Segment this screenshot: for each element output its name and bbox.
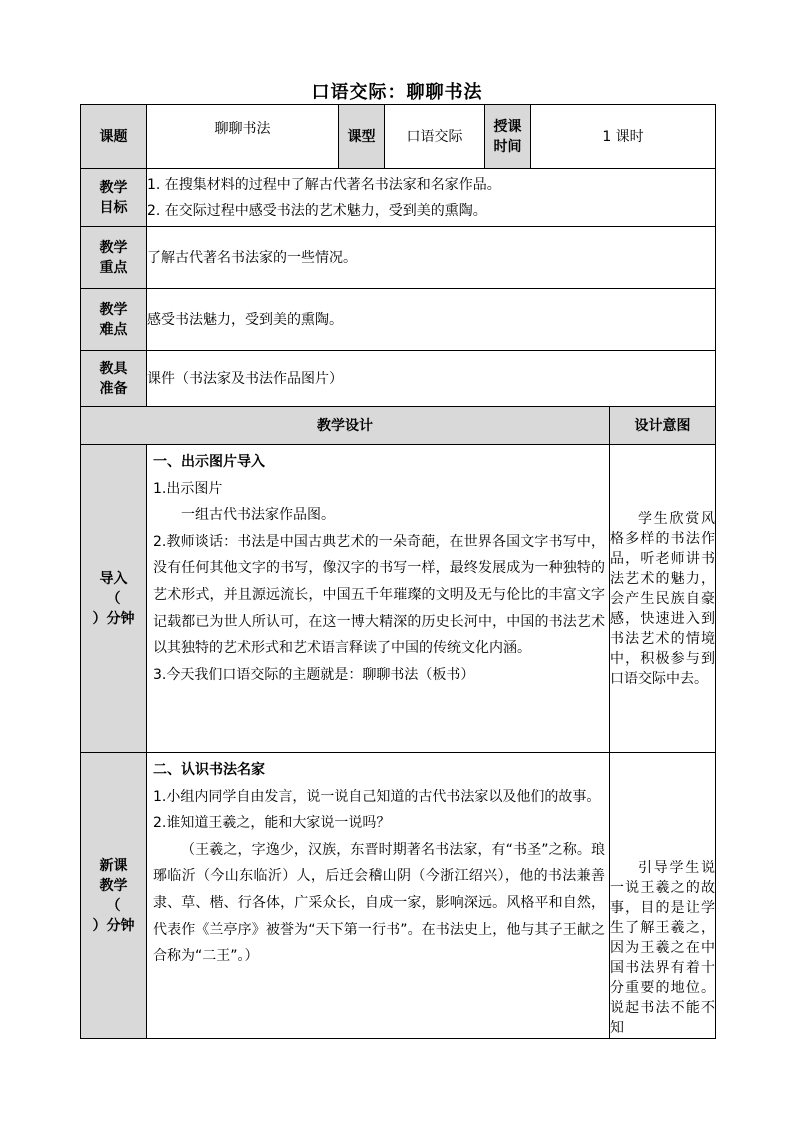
design-header-row bbox=[81, 407, 716, 445]
intro-stage-label bbox=[81, 445, 147, 753]
new-lesson-content bbox=[147, 753, 610, 1039]
intro-stage-line1: 导入 bbox=[99, 570, 128, 587]
new-lesson-line: 2.谁知道王羲之，能和大家说一说吗？ bbox=[153, 815, 391, 832]
materials-label-line2: 准备 bbox=[99, 380, 128, 397]
new-lesson-line: 1.小组内同学自由发言，说一说自己知道的古代书法家以及他们的故事。 bbox=[153, 788, 601, 805]
topic-label: 课题 bbox=[81, 105, 147, 169]
materials-row bbox=[81, 351, 716, 407]
intro-content bbox=[147, 445, 610, 753]
new-lesson-stage-line1: 新课 bbox=[99, 857, 128, 874]
new-lesson-stage-line4: ）分钟 bbox=[92, 917, 135, 934]
time-label bbox=[485, 105, 531, 169]
goals-row bbox=[81, 169, 716, 227]
new-lesson-line: （王羲之，字逸少，汉族，东晋时期著名书法家，有“书圣”之称。琅琊临沂（今山东临沂）人，后迁会稽山阴（今浙江绍兴），他的书法兼善隶、草、楷、行各体，广采众长，自成一家，影响深远。风格平和自然，代表作《兰亭序》被誉为“天下第一行书”。在书法史上，他与其子王献之合称为“二王”。） bbox=[153, 841, 605, 965]
goals-label bbox=[81, 169, 147, 227]
difficulties-label bbox=[81, 289, 147, 351]
design-header: 教学设计 bbox=[81, 407, 610, 445]
goals-value bbox=[147, 169, 716, 227]
difficulties-label-line1: 教学 bbox=[99, 301, 128, 318]
intro-line: 2.教师谈话：书法是中国古典艺术的一朵奇葩，在世界各国文字书写中，没有任何其他文字的书写，像汉字的书写一样，最终发展成为一种独特的艺术形式，并且源远流长，中国五千年璀璨的文明及无与伦比的丰富文字记载都已为世人所认可，在这一博大精深的历史长河中，中国的书法艺术以其独特的艺术形式和艺术语言释读了中国的传统文化内涵。 bbox=[153, 533, 605, 657]
type-value: 口语交际 bbox=[385, 105, 485, 169]
materials-label bbox=[81, 351, 147, 407]
time-value: 1 课时 bbox=[531, 105, 716, 169]
new-lesson-intent-text: 引导学生说一说王羲之的故事，目的是让学生了解王羲之，因为王羲之在中国书法界有着十分重要的地位。说起书法不能不知 bbox=[610, 860, 716, 1036]
lesson-plan-table bbox=[80, 104, 716, 1039]
intro-line: 3.今天我们口语交际的主题就是：聊聊书法（板书） bbox=[153, 666, 475, 683]
key-points-label bbox=[81, 227, 147, 289]
time-label-line2: 时间 bbox=[493, 138, 522, 155]
intro-intent bbox=[610, 445, 716, 753]
time-label-line1: 授课 bbox=[493, 118, 522, 135]
new-lesson-stage-line2: 教学 bbox=[99, 877, 128, 894]
key-points-row bbox=[81, 227, 716, 289]
new-lesson-heading: 二、认识书法名家 bbox=[153, 762, 265, 778]
intro-stage-line3: ）分钟 bbox=[92, 610, 135, 627]
new-lesson-section-row bbox=[81, 753, 716, 1039]
difficulties-label-line2: 难点 bbox=[99, 321, 128, 338]
type-label: 课型 bbox=[339, 105, 385, 169]
new-lesson-stage-label bbox=[81, 753, 147, 1039]
page-title: 口语交际：聊聊书法 bbox=[311, 82, 483, 103]
header-row bbox=[81, 105, 716, 169]
intro-line: 一组古代书法家作品图。 bbox=[181, 507, 335, 524]
intro-stage-line2: （ bbox=[106, 590, 121, 607]
materials-label-line1: 教具 bbox=[99, 360, 128, 377]
key-points-label-line1: 教学 bbox=[99, 239, 128, 256]
materials-value: 课件（书法家及书法作品图片） bbox=[147, 351, 716, 407]
difficulties-value: 感受书法魅力，受到美的熏陶。 bbox=[147, 289, 716, 351]
intro-section-row bbox=[81, 445, 716, 753]
difficulties-row bbox=[81, 289, 716, 351]
new-lesson-intent bbox=[610, 753, 716, 1039]
intent-header: 设计意图 bbox=[610, 407, 716, 445]
intro-intent-text: 学生欣赏风格多样的书法作品，听老师讲书法艺术的魅力，会产生民族自豪感，快速进入到书法艺术的情境中，积极参与到口语交际中去。 bbox=[610, 510, 716, 687]
intro-heading: 一、出示图片导入 bbox=[153, 454, 265, 470]
goal-item: 1. 在搜集材料的过程中了解古代著名书法家和名家作品。 bbox=[147, 176, 501, 193]
goal-item: 2. 在交际过程中感受书法的艺术魅力，受到美的熏陶。 bbox=[147, 202, 487, 219]
goals-label-line2: 目标 bbox=[99, 199, 128, 216]
new-lesson-stage-line3: （ bbox=[106, 897, 121, 914]
intro-line: 1.出示图片 bbox=[153, 480, 223, 497]
key-points-label-line2: 重点 bbox=[99, 259, 128, 276]
goals-label-line1: 教学 bbox=[99, 179, 128, 196]
key-points-value: 了解古代著名书法家的一些情况。 bbox=[147, 227, 716, 289]
topic-value: 聊聊书法 bbox=[147, 105, 339, 169]
